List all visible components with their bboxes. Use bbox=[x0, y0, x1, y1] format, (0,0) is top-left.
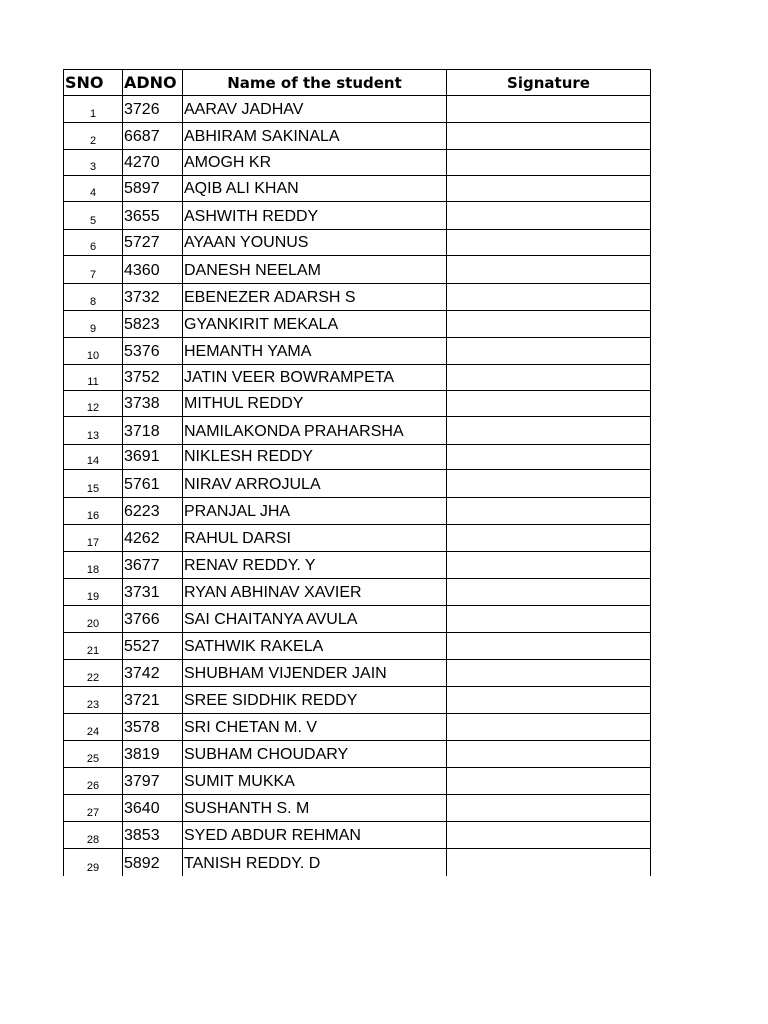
row-sno-cell: 14 bbox=[64, 445, 123, 470]
table-row bbox=[64, 822, 651, 849]
row-sno-cell: 16 bbox=[64, 498, 123, 525]
row-student-name-cell: MITHUL REDDY bbox=[183, 391, 447, 417]
row-adno-cell: 5897 bbox=[123, 176, 183, 202]
table-row bbox=[64, 96, 651, 123]
header-sno: SNO bbox=[64, 70, 123, 96]
table-header-row bbox=[64, 70, 651, 96]
table-row bbox=[64, 311, 651, 338]
row-sno-cell: 28 bbox=[64, 822, 123, 849]
table-row bbox=[64, 660, 651, 687]
row-sno-cell: 21 bbox=[64, 633, 123, 660]
row-sno-cell: 13 bbox=[64, 417, 123, 445]
row-adno-cell: 3819 bbox=[123, 741, 183, 768]
row-student-name-cell: RENAV REDDY. Y bbox=[183, 552, 447, 579]
table-row bbox=[64, 768, 651, 795]
row-signature-cell[interactable] bbox=[447, 123, 651, 150]
row-student-name-cell: SRI CHETAN M. V bbox=[183, 714, 447, 741]
row-sno-cell: 10 bbox=[64, 338, 123, 365]
row-sno-cell: 17 bbox=[64, 525, 123, 552]
row-student-name-cell: AARAV JADHAV bbox=[183, 96, 447, 123]
row-signature-cell[interactable] bbox=[447, 202, 651, 230]
row-signature-cell[interactable] bbox=[447, 498, 651, 525]
row-signature-cell[interactable] bbox=[447, 552, 651, 579]
table-row bbox=[64, 256, 651, 284]
row-sno-cell: 19 bbox=[64, 579, 123, 606]
table-row bbox=[64, 445, 651, 470]
row-sno-cell: 20 bbox=[64, 606, 123, 633]
row-signature-cell[interactable] bbox=[447, 150, 651, 176]
table-row bbox=[64, 606, 651, 633]
row-adno-cell: 6223 bbox=[123, 498, 183, 525]
table-row bbox=[64, 687, 651, 714]
row-adno-cell: 3718 bbox=[123, 417, 183, 445]
table-row bbox=[64, 123, 651, 150]
table-row bbox=[64, 230, 651, 256]
row-student-name-cell: PRANJAL JHA bbox=[183, 498, 447, 525]
row-sno-cell: 15 bbox=[64, 470, 123, 498]
row-student-name-cell: JATIN VEER BOWRAMPETA bbox=[183, 365, 447, 391]
row-sno-cell: 7 bbox=[64, 256, 123, 284]
row-student-name-cell: SAI CHAITANYA AVULA bbox=[183, 606, 447, 633]
row-adno-cell: 5761 bbox=[123, 470, 183, 498]
row-student-name-cell: SUSHANTH S. M bbox=[183, 795, 447, 822]
table-row bbox=[64, 150, 651, 176]
table-row bbox=[64, 391, 651, 417]
row-student-name-cell: AYAAN YOUNUS bbox=[183, 230, 447, 256]
row-adno-cell: 3752 bbox=[123, 365, 183, 391]
row-adno-cell: 3640 bbox=[123, 795, 183, 822]
table-row bbox=[64, 714, 651, 741]
row-signature-cell[interactable] bbox=[447, 311, 651, 338]
table-row bbox=[64, 498, 651, 525]
row-adno-cell: 3578 bbox=[123, 714, 183, 741]
row-sno-cell: 1 bbox=[64, 96, 123, 123]
row-student-name-cell: NIRAV ARROJULA bbox=[183, 470, 447, 498]
row-signature-cell[interactable] bbox=[447, 687, 651, 714]
row-sno-cell: 12 bbox=[64, 391, 123, 417]
row-sno-cell: 11 bbox=[64, 365, 123, 391]
table-row bbox=[64, 741, 651, 768]
row-student-name-cell: GYANKIRIT MEKALA bbox=[183, 311, 447, 338]
row-student-name-cell: AMOGH KR bbox=[183, 150, 447, 176]
row-adno-cell: 3726 bbox=[123, 96, 183, 123]
row-signature-cell[interactable] bbox=[447, 391, 651, 417]
table-row bbox=[64, 525, 651, 552]
row-signature-cell[interactable] bbox=[447, 338, 651, 365]
table-row bbox=[64, 579, 651, 606]
row-signature-cell[interactable] bbox=[447, 606, 651, 633]
row-student-name-cell: ABHIRAM SAKINALA bbox=[183, 123, 447, 150]
row-sno-cell: 6 bbox=[64, 230, 123, 256]
row-student-name-cell: SYED ABDUR REHMAN bbox=[183, 822, 447, 849]
row-adno-cell: 3742 bbox=[123, 660, 183, 687]
row-student-name-cell: SUMIT MUKKA bbox=[183, 768, 447, 795]
row-signature-cell[interactable] bbox=[447, 96, 651, 123]
row-adno-cell: 3732 bbox=[123, 284, 183, 311]
row-student-name-cell: SREE SIDDHIK REDDY bbox=[183, 687, 447, 714]
table-row bbox=[64, 552, 651, 579]
row-adno-cell: 3738 bbox=[123, 391, 183, 417]
row-sno-cell: 8 bbox=[64, 284, 123, 311]
row-signature-cell[interactable] bbox=[447, 822, 651, 849]
row-signature-cell[interactable] bbox=[447, 284, 651, 311]
row-adno-cell: 5892 bbox=[123, 849, 183, 876]
row-sno-cell: 29 bbox=[64, 849, 123, 876]
table-row bbox=[64, 849, 651, 876]
row-student-name-cell: HEMANTH YAMA bbox=[183, 338, 447, 365]
row-signature-cell[interactable] bbox=[447, 741, 651, 768]
row-adno-cell: 3655 bbox=[123, 202, 183, 230]
row-adno-cell: 4270 bbox=[123, 150, 183, 176]
row-sno-cell: 2 bbox=[64, 123, 123, 150]
row-sno-cell: 26 bbox=[64, 768, 123, 795]
row-adno-cell: 3797 bbox=[123, 768, 183, 795]
row-student-name-cell: SATHWIK RAKELA bbox=[183, 633, 447, 660]
row-sno-cell: 9 bbox=[64, 311, 123, 338]
row-sno-cell: 18 bbox=[64, 552, 123, 579]
row-signature-cell[interactable] bbox=[447, 365, 651, 391]
row-adno-cell: 4262 bbox=[123, 525, 183, 552]
row-student-name-cell: RYAN ABHINAV XAVIER bbox=[183, 579, 447, 606]
table-row bbox=[64, 365, 651, 391]
row-student-name-cell: NAMILAKONDA PRAHARSHA bbox=[183, 417, 447, 445]
row-sno-cell: 4 bbox=[64, 176, 123, 202]
row-adno-cell: 3691 bbox=[123, 445, 183, 470]
table-row bbox=[64, 284, 651, 311]
row-sno-cell: 22 bbox=[64, 660, 123, 687]
table-row bbox=[64, 417, 651, 445]
row-adno-cell: 3766 bbox=[123, 606, 183, 633]
table-row bbox=[64, 202, 651, 230]
table-row bbox=[64, 470, 651, 498]
header-adno: ADNO bbox=[123, 70, 183, 96]
row-adno-cell: 3853 bbox=[123, 822, 183, 849]
row-student-name-cell: TANISH REDDY. D bbox=[183, 849, 447, 876]
row-signature-cell[interactable] bbox=[447, 470, 651, 498]
row-sno-cell: 27 bbox=[64, 795, 123, 822]
row-adno-cell: 3677 bbox=[123, 552, 183, 579]
row-adno-cell: 5727 bbox=[123, 230, 183, 256]
table-row bbox=[64, 633, 651, 660]
row-signature-cell[interactable] bbox=[447, 714, 651, 741]
row-adno-cell: 3721 bbox=[123, 687, 183, 714]
row-adno-cell: 6687 bbox=[123, 123, 183, 150]
header-student-name: Name of the student bbox=[183, 70, 447, 96]
row-signature-cell[interactable] bbox=[447, 849, 651, 876]
row-student-name-cell: RAHUL DARSI bbox=[183, 525, 447, 552]
row-signature-cell[interactable] bbox=[447, 633, 651, 660]
row-signature-cell[interactable] bbox=[447, 525, 651, 552]
row-student-name-cell: AQIB ALI KHAN bbox=[183, 176, 447, 202]
student-signature-table bbox=[63, 69, 651, 876]
row-signature-cell[interactable] bbox=[447, 795, 651, 822]
row-sno-cell: 23 bbox=[64, 687, 123, 714]
row-student-name-cell: SHUBHAM VIJENDER JAIN bbox=[183, 660, 447, 687]
row-signature-cell[interactable] bbox=[447, 417, 651, 445]
row-signature-cell[interactable] bbox=[447, 176, 651, 202]
row-signature-cell[interactable] bbox=[447, 579, 651, 606]
row-adno-cell: 5376 bbox=[123, 338, 183, 365]
row-student-name-cell: NIKLESH REDDY bbox=[183, 445, 447, 470]
row-adno-cell: 4360 bbox=[123, 256, 183, 284]
row-student-name-cell: ASHWITH REDDY bbox=[183, 202, 447, 230]
row-signature-cell[interactable] bbox=[447, 660, 651, 687]
row-student-name-cell: SUBHAM CHOUDARY bbox=[183, 741, 447, 768]
row-sno-cell: 25 bbox=[64, 741, 123, 768]
row-sno-cell: 3 bbox=[64, 150, 123, 176]
row-adno-cell: 3731 bbox=[123, 579, 183, 606]
attendance-sheet bbox=[63, 69, 651, 876]
table-row bbox=[64, 176, 651, 202]
row-sno-cell: 24 bbox=[64, 714, 123, 741]
row-signature-cell[interactable] bbox=[447, 230, 651, 256]
row-adno-cell: 5823 bbox=[123, 311, 183, 338]
table-body bbox=[64, 96, 651, 876]
row-signature-cell[interactable] bbox=[447, 445, 651, 470]
table-row bbox=[64, 338, 651, 365]
header-signature: Signature bbox=[447, 70, 651, 96]
row-signature-cell[interactable] bbox=[447, 256, 651, 284]
table-row bbox=[64, 795, 651, 822]
row-student-name-cell: DANESH NEELAM bbox=[183, 256, 447, 284]
row-student-name-cell: EBENEZER ADARSH S bbox=[183, 284, 447, 311]
row-signature-cell[interactable] bbox=[447, 768, 651, 795]
row-sno-cell: 5 bbox=[64, 202, 123, 230]
row-adno-cell: 5527 bbox=[123, 633, 183, 660]
